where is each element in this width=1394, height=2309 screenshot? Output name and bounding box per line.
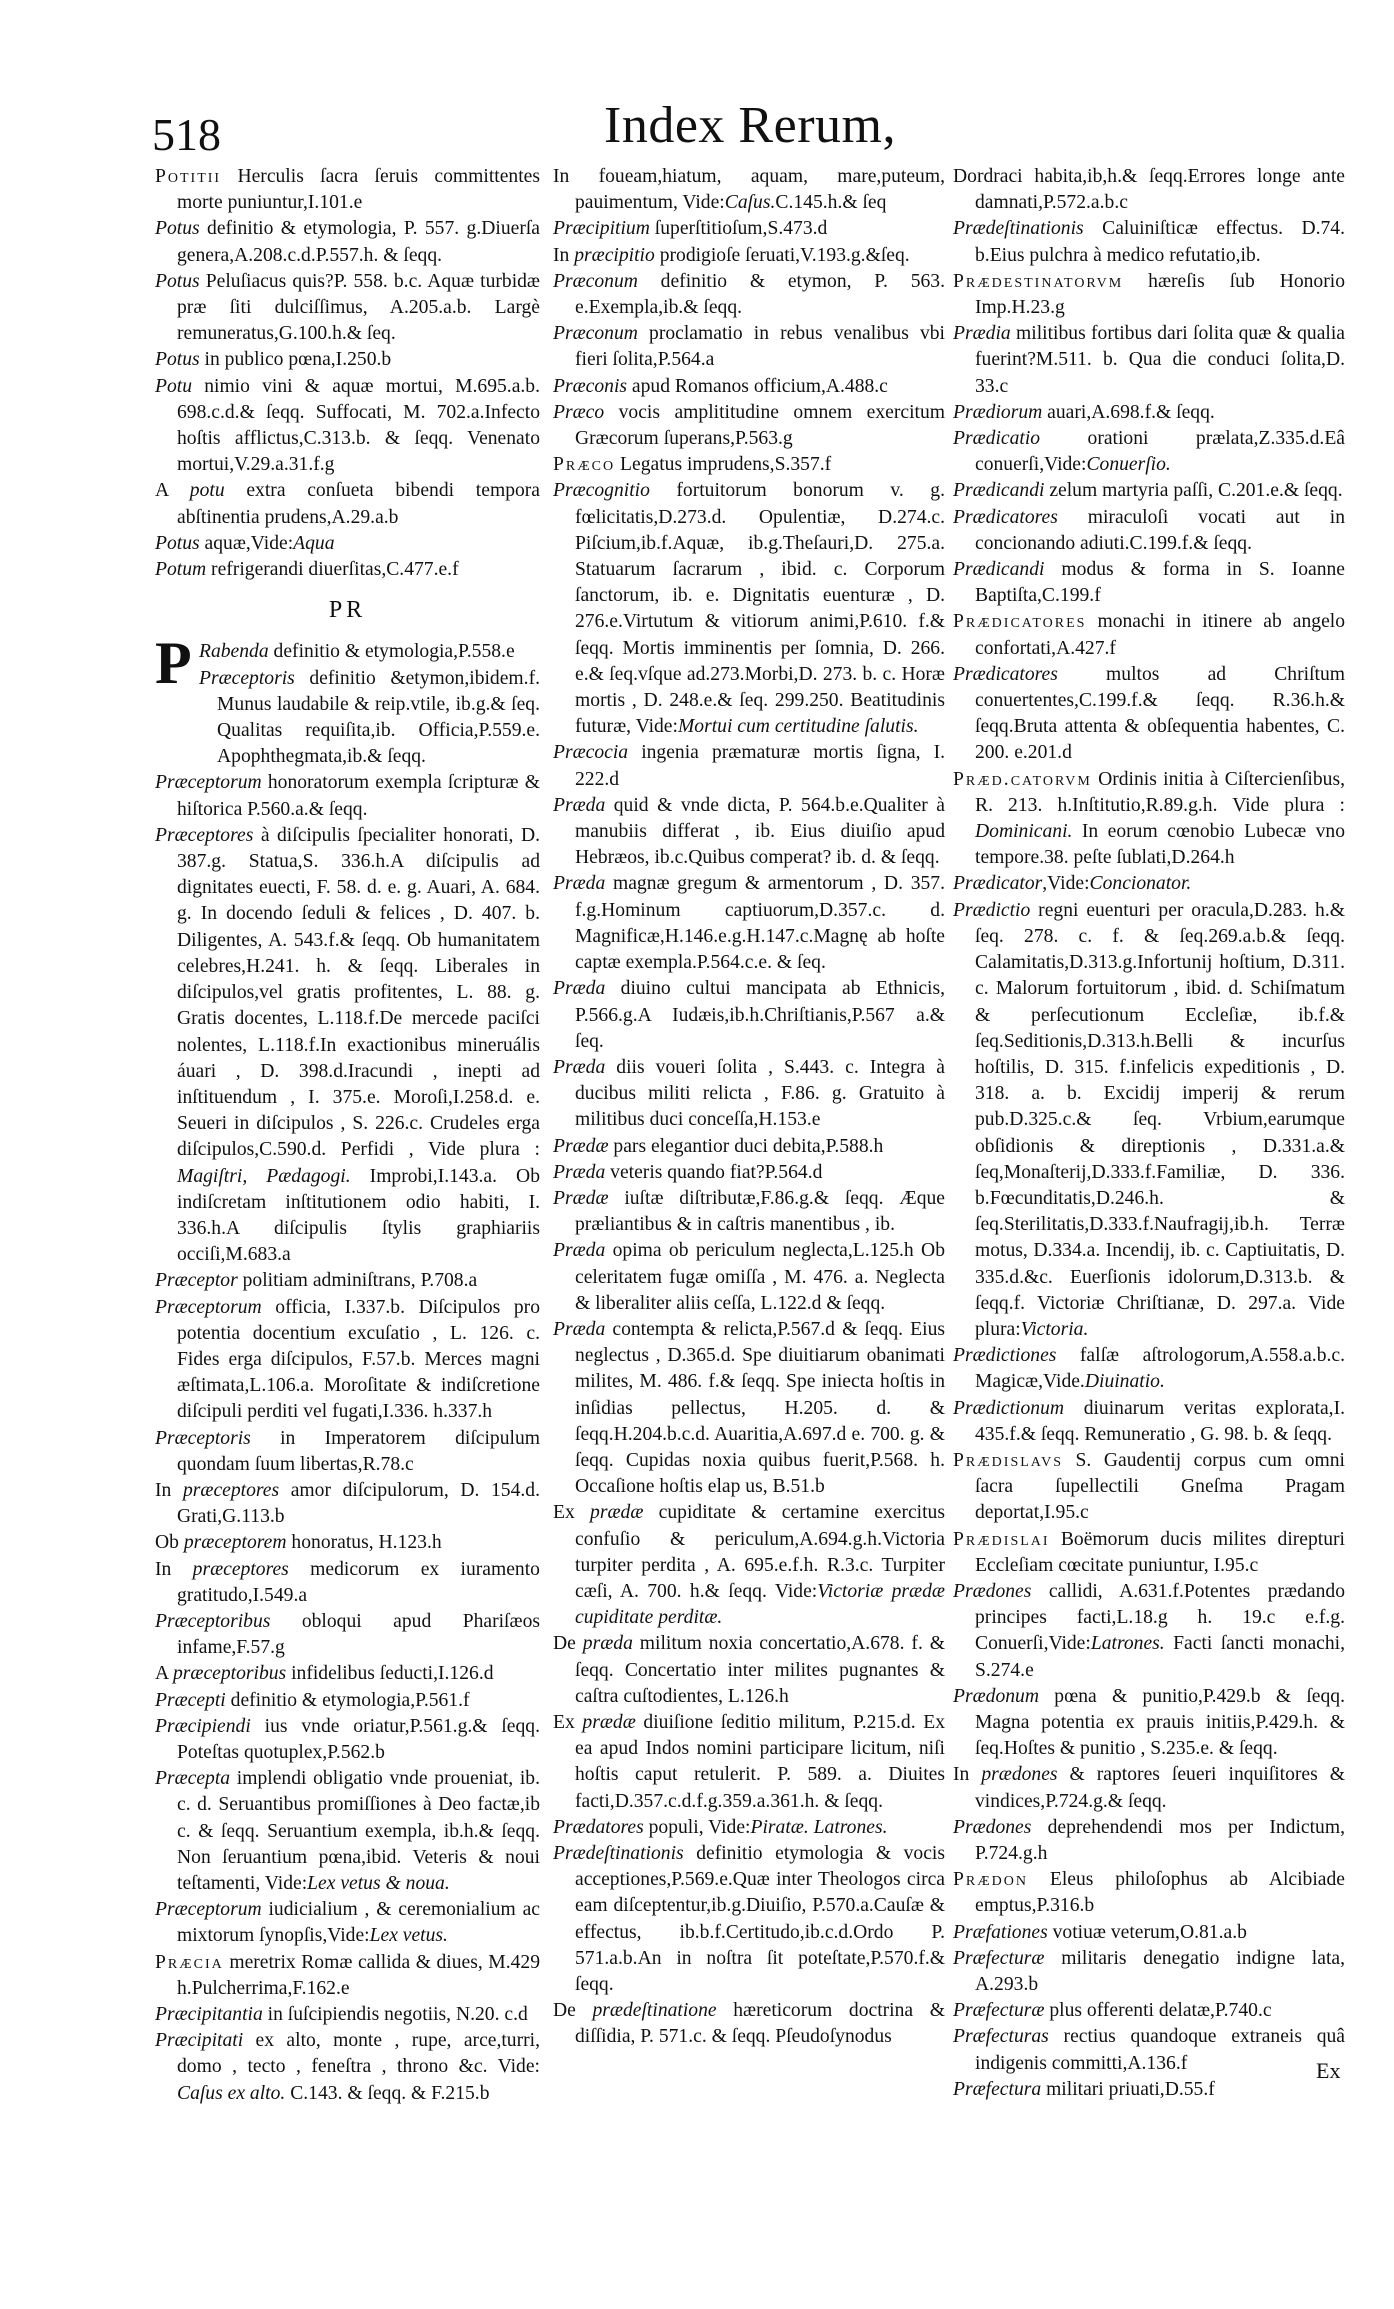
entry-keyword: Diuinatio. bbox=[1084, 1371, 1165, 1393]
entry-keyword: Lex vetus. bbox=[369, 1925, 448, 1947]
entry-text: ex alto, monte , rupe, arce,turri, domo , tecto , feneſtra , throno &c. Vide: bbox=[177, 2030, 540, 2078]
entry-text: ingenia præmaturæ mortis ſigna, I. 222.d bbox=[575, 742, 945, 790]
entry-text: plus offerenti delatæ,P.740.c bbox=[1044, 2000, 1272, 2022]
entry-keyword: Aqua bbox=[293, 532, 335, 554]
entry-text: populi, Vide: bbox=[643, 1816, 751, 1838]
entry-keyword: Prædeſtinationis bbox=[553, 1843, 684, 1864]
entry-keyword: Præda bbox=[553, 1318, 606, 1340]
index-entry bbox=[155, 531, 540, 557]
entry-keyword: Victoria. bbox=[1020, 1318, 1089, 1340]
entry-text: militibus fortibus dari ſolita quæ & qualia fuerint?M.511. b. Qua die conduci ſolita,D. 33.c bbox=[975, 323, 1345, 397]
entry-text: definitio & etymon, P. 563. e.Exempla,ib.& ſeqq. bbox=[575, 270, 945, 319]
entry-text: magnæ gregum & armentorum , D. 357. f.g.Hominum captiuorum,D.357.c. d. Magnificæ,H.146.e.g.H.147.c.Magnę ab hoſte captæ exempla.P.564.c.e. & ſeq. bbox=[575, 873, 945, 974]
entry-keyword: Prædones bbox=[953, 1580, 1032, 1602]
entry-name-smallcaps: Præd.catorvm bbox=[953, 768, 1092, 790]
index-entry bbox=[155, 1268, 540, 1294]
index-entry bbox=[953, 871, 1345, 897]
entry-keyword: Rabenda bbox=[199, 641, 269, 663]
entry-keyword: Præceptores bbox=[155, 824, 254, 846]
entry-name-smallcaps: Prædislavs bbox=[953, 1449, 1063, 1471]
index-entry bbox=[553, 374, 945, 400]
entry-text: ,Vide: bbox=[1042, 873, 1090, 895]
entry-text: zelum martyria paſſi, C.201.e.& ſeqq. bbox=[1044, 480, 1343, 502]
entry-keyword: Prædiorum bbox=[953, 401, 1043, 423]
index-entry bbox=[553, 871, 945, 976]
entry-text: & raptores ſeueri inquiſitores & vindices,P.724.g.& ſeqq. bbox=[975, 1764, 1345, 1812]
index-entry bbox=[553, 1238, 945, 1317]
index-entry bbox=[553, 793, 945, 872]
entry-keyword: Prædeſtinationis bbox=[953, 218, 1084, 240]
entry-keyword: prædones bbox=[981, 1764, 1058, 1786]
entry-keyword: Potus bbox=[155, 270, 200, 292]
entry-text: pœna & punitio,P.429.b & ſeqq. Magna potentia ex prauis initiis,P.429.h. & ſeq.Hoſtes & punitio , S.235.e. & ſeqq. bbox=[975, 1685, 1345, 1760]
index-entry bbox=[553, 216, 945, 242]
entry-text: diuiſione ſeditio militum, P.215.d. Ex ea apud Indos nomini participare licitum, niſi hoſtis caput retulerit. P. 589. a. Diuites facti,D.357.c.d.f.g.359.a.361.h. & ſeqq. bbox=[575, 1711, 945, 1812]
index-entry bbox=[953, 1684, 1345, 1763]
entry-keyword: Præda bbox=[553, 1240, 606, 1262]
index-entry bbox=[953, 557, 1345, 609]
drop-cap: P bbox=[155, 630, 192, 697]
entry-keyword: Præcocia bbox=[553, 742, 629, 764]
index-entry bbox=[953, 1762, 1345, 1814]
entry-text: diis voueri ſolita , S.443. c. Integra à ducibus militi relicta , F.86. g. Gratuito à militibus duci conceſſa,H.153.e bbox=[575, 1056, 945, 1131]
entry-text: militaris denegatio indigne lata, A.293.b bbox=[975, 1947, 1345, 1996]
drop-cap-block bbox=[155, 630, 540, 770]
entry-text: auari,A.698.f.& ſeqq. bbox=[1042, 401, 1215, 423]
entry-text: nimio vini & aquæ mortui, M.695.a.b. 698.c.d.& ſeqq. Suffocati, M. 702.a.Infecto hoſtis afflictus,C.313.b. & ſeqq. Venenato mortui,V.29.a.31.f.g bbox=[177, 375, 540, 476]
index-entry bbox=[953, 400, 1345, 426]
index-entry bbox=[553, 1317, 945, 1500]
entry-keyword: Prædictio bbox=[953, 899, 1031, 921]
entry-keyword: Præceptoribus bbox=[155, 1610, 271, 1632]
entry-text: prodigioſe ſeruati,V.193.g.&ſeq. bbox=[654, 244, 910, 266]
index-entry bbox=[553, 1631, 945, 1710]
entry-text: In bbox=[553, 244, 575, 266]
entry-text: in ſuſcipiendis negotiis, N.20. c.d bbox=[262, 2004, 528, 2026]
index-entry bbox=[953, 269, 1345, 321]
entry-keyword: Prædones bbox=[953, 1816, 1032, 1838]
entry-keyword: Præco bbox=[553, 401, 605, 423]
entry-text: Caluiniſticæ effectus. D.74. b.Eius pulchra à medico refutatio,ib. bbox=[975, 218, 1345, 266]
entry-keyword: Conuerſio. bbox=[1086, 454, 1171, 476]
entry-text: proclamatio in rebus venalibus vbi fieri ſolita,P.564.a bbox=[575, 323, 945, 371]
index-entry bbox=[553, 1815, 945, 1841]
entry-keyword: Prædæ bbox=[553, 1187, 609, 1209]
index-entry bbox=[155, 557, 540, 583]
entry-keyword: Latrones. bbox=[1090, 1633, 1165, 1655]
index-entry bbox=[953, 1920, 1345, 1946]
entry-text: C.143. & ſeqq. & F.215.b bbox=[285, 2082, 490, 2104]
entry-text: callidi, A.631.f.Potentes prædando principes facti,L.18.g h. 19.c e.f.g. Conuerſi,Vide: bbox=[975, 1580, 1345, 1655]
entry-keyword: Præcepta bbox=[155, 1768, 231, 1790]
index-entry bbox=[553, 1055, 945, 1134]
entry-text: Improbi,I.143.a. Ob indiſcretam inſtitutionem odio habiti, I. 336.h.A diſcipulis ſtylis graphiariis occiſi,M.683.a bbox=[177, 1165, 540, 1266]
index-entry bbox=[553, 1160, 945, 1186]
index-entry bbox=[953, 1579, 1345, 1684]
index-entry bbox=[953, 1815, 1345, 1867]
entry-name-smallcaps: Prædislai bbox=[953, 1528, 1050, 1550]
index-entry bbox=[953, 1998, 1345, 2024]
entry-keyword: Victoriæ prædæ cupiditate perditæ. bbox=[575, 1580, 945, 1629]
index-entry bbox=[155, 1714, 540, 1766]
index-entry bbox=[155, 1609, 540, 1661]
entry-text: Dordraci habita,ib,h.& ſeqq.Errores longe ante damnati,P.572.a.b.c bbox=[953, 166, 1345, 214]
entry-text: in Imperatorem diſcipulum quondam ſuum libertas,R.78.c bbox=[177, 1427, 540, 1475]
index-entry bbox=[155, 1426, 540, 1478]
index-entry bbox=[553, 1500, 945, 1631]
index-entry bbox=[155, 1557, 540, 1609]
index-entry bbox=[953, 609, 1345, 661]
entry-keyword: Potus bbox=[155, 218, 200, 240]
entry-text: veteris quando fiat?P.564.d bbox=[605, 1161, 823, 1183]
index-entry bbox=[155, 347, 540, 373]
entry-text: hæreticorum doctrina & diſſidia, P. 571.c. & ſeqq. Pſeudoſynodus bbox=[575, 2000, 945, 2048]
entry-keyword: Prædicandi bbox=[953, 480, 1045, 502]
entry-keyword: præda bbox=[582, 1633, 633, 1655]
entry-text: definitio &etymon,ibidem.f. Munus laudabile & reip.vtile, ib.g.& ſeq. Qualitas requiſita,ib. Officia,P.559.e. Apophthegmata,ib.& ſeqq. bbox=[217, 667, 540, 768]
entry-text: à diſcipulis ſpecialiter honorati, D. 387.g. Statua,S. 336.h.A diſcipulis ad dignitates euecti, F. 58. d. e. g. Auari, A. 684. g. In docendo ſeduli & felices , D. 407. b. Diligentes, A. 543.f.& ſeqq. Ob humanitatem celebres,H.241. h. & ſeqq. Liberales in diſcipulos,vel gratis profitentes, L. 88. g. Gratis docentes, L.118.f.De mercede paciſci nolentes, L.118.f.In exactionibus mineruális áuari , D. 398.d.Iracundi , inepti ad inſtituendum , I. 375.e. Moroſi,I.258.d. e. Seueri in diſcipulos , S. 226.c. Crudeles erga diſcipulos,C.590.d. Perfidi , Vide plura : bbox=[177, 824, 540, 1161]
entry-keyword: Præfationes bbox=[953, 1921, 1048, 1943]
index-entry bbox=[155, 1897, 540, 1949]
index-entry bbox=[953, 662, 1345, 767]
entry-text: modus & forma in S. Ioanne Baptiſta,C.199.f bbox=[975, 559, 1345, 607]
drop-cap-entries bbox=[199, 639, 540, 770]
entry-keyword: Præda bbox=[553, 1056, 606, 1078]
index-entry bbox=[553, 1710, 945, 1815]
entry-text: Ex bbox=[553, 1711, 583, 1733]
entry-text: A bbox=[155, 480, 190, 502]
entry-text: militum noxia concertatio,A.678. f. & ſeqq. Concertatio inter milites pugnantes & caſtra cuſtodientes, L.126.h bbox=[575, 1633, 946, 1707]
index-entry bbox=[953, 216, 1345, 268]
entry-keyword: Præceptoris bbox=[155, 1427, 251, 1449]
entry-name-smallcaps: Potitii bbox=[155, 166, 222, 187]
entry-text: pars elegantior duci debita,P.588.h bbox=[608, 1135, 884, 1157]
index-entry bbox=[155, 1661, 540, 1687]
entry-text: deprehendendi mos per Indictum, P.724.g.h bbox=[975, 1816, 1345, 1864]
entry-keyword: præcipitio bbox=[574, 244, 655, 266]
index-entry bbox=[953, 1946, 1345, 1998]
index-entry bbox=[553, 1998, 945, 2050]
index-entry bbox=[953, 1396, 1345, 1448]
entry-text: regni euenturi per oracula,D.283. h.& ſeq. 278. c. f. & ſeq.269.a.b.& ſeqq. Calamitatis,D.313.g.Infortunij hoſtium, D.311. c. Malorum fortuitorum , ibid. d. Schiſmatum & perſecutionum Eccleſiæ, ib.f.& ſeq.Seditionis,D.313.h.Belli & incurſus hoſtilis, D. 315. f.infelicis expeditionis , D. 318. a. b. Excidij imperij & rerum pub.D.325.c.& ſeq. Vrbium,earumque obſidionis & direptionis , D.331.a.& ſeq,Monaſterij,D.333.f.Familiæ, D. 336. b.Fœcunditatis,D.246.h. & ſeq.Sterilitatis,D.333.f.Naufragij,ib.h. Terræ motus, D.334.a. Incendij, ib. c. Captiuitatis, D. 335.d.&c. Euerſionis idolorum,D.313.b. & ſeqq.f. Victoriæ Chriſtianæ, D. 297.a. Vide plura: bbox=[975, 899, 1345, 1340]
index-entry bbox=[155, 1688, 540, 1714]
entry-keyword: Præceptoris bbox=[199, 667, 295, 689]
entry-keyword: Præceptorum bbox=[155, 1296, 262, 1318]
index-entry bbox=[953, 1448, 1345, 1527]
entry-keyword: Præda bbox=[553, 794, 606, 816]
index-column-3 bbox=[953, 164, 1345, 2103]
entry-text: officia, I.337.b. Diſcipulos pro potentia docentium excuſatio , L. 126. c. Fides erga diſcipulos, F.57.b. Merces magni æſtimata,L.106.a. Moroſitate & indiſcretione diſcipuli perditi vel fugati,I.336. h.337.h bbox=[177, 1296, 540, 1423]
entry-text: refrigerandi diuerſitas,C.477.e.f bbox=[206, 559, 459, 581]
entry-text: Ob bbox=[155, 1532, 184, 1554]
entry-keyword: Prædicatores bbox=[953, 506, 1058, 528]
index-entry bbox=[553, 1186, 945, 1238]
index-entry bbox=[553, 164, 945, 216]
index-entry bbox=[553, 452, 945, 478]
entry-text: In bbox=[953, 1764, 982, 1786]
entry-name-smallcaps: Præcia bbox=[155, 1951, 224, 1973]
entry-text: amor diſcipulorum, D. 154.d. Grati,G.113.b bbox=[177, 1479, 540, 1528]
entry-name-smallcaps: Præco bbox=[553, 454, 616, 476]
entry-text: In eorum cœnobio Lubecæ vno tempore.38. peſte ſublati,D.264.h bbox=[975, 821, 1345, 869]
index-entry bbox=[553, 1134, 945, 1160]
entry-keyword: præceptoribus bbox=[172, 1663, 287, 1685]
index-entry bbox=[155, 2002, 540, 2028]
entry-text: ius vnde oriatur,P.561.g.& ſeqq. Poteſtas quotuplex,P.562.b bbox=[177, 1715, 540, 1763]
entry-text: monachi in itinere ab angelo confortati,A.427.f bbox=[975, 611, 1345, 659]
entry-keyword: Præconum bbox=[553, 323, 638, 345]
entry-text: politiam adminiſtrans, P.708.a bbox=[237, 1270, 478, 1292]
entry-text: definitio & etymologia,P.558.e bbox=[268, 641, 515, 663]
index-entry bbox=[155, 478, 540, 530]
entry-keyword: Præfectura bbox=[953, 2078, 1042, 2100]
entry-text: in publico pœna,I.250.b bbox=[199, 349, 392, 371]
entry-text: In bbox=[155, 1558, 193, 1580]
index-entry bbox=[953, 164, 1345, 216]
index-column-2 bbox=[553, 164, 945, 2051]
entry-text: obloqui apud Phariſæos infame,F.57.g bbox=[177, 1610, 540, 1659]
entry-keyword: prædeſtinatione bbox=[592, 2000, 717, 2022]
entry-keyword: Prædicatores bbox=[953, 663, 1058, 685]
entry-text: medicorum ex iuramento gratitudo,I.549.a bbox=[177, 1558, 540, 1606]
index-entry bbox=[155, 216, 540, 268]
index-entry bbox=[155, 1478, 540, 1530]
index-entry bbox=[953, 767, 1345, 872]
entry-text: Legatus imprudens,S.357.f bbox=[615, 454, 832, 476]
entry-text: orationi prælata,Z.335.d.Eâ conuerſi,Vide: bbox=[975, 428, 1345, 476]
entry-text: militari priuati,D.55.f bbox=[1041, 2078, 1215, 2100]
entry-text: Peluſiacus quis?P. 558. b.c. Aquæ turbidæ præ ſiti dulciſſimus, A.205.a.b. Largè remuneratus,G.100.h.& ſeq. bbox=[177, 270, 540, 345]
entry-text: C.145.h.& ſeq bbox=[775, 192, 887, 214]
entry-text: rectius quandoque extraneis quâ indigenis committi,A.136.f bbox=[975, 2026, 1345, 2074]
entry-keyword: Prædonum bbox=[953, 1685, 1040, 1707]
entry-text: vocis amplititudine omnem exercitum Græcorum ſuperans,P.563.g bbox=[575, 401, 945, 450]
entry-keyword: Præconis bbox=[553, 375, 628, 397]
entry-text: iudicialium , & ceremonialium ac mixtorum ſynopſis,Vide: bbox=[177, 1899, 540, 1947]
entry-keyword: Concionator. bbox=[1089, 873, 1192, 895]
entry-keyword: Lex vetus & noua. bbox=[307, 1873, 450, 1894]
entry-keyword: Potus bbox=[155, 532, 200, 554]
entry-text: Ordinis initia à Ciſterc​ienſibus, R. 213. h.Inſtitutio,R.89.g.h. Vide plura : bbox=[975, 768, 1345, 816]
entry-text: falſæ aſtrologorum,A.558.a.b.c. Magicæ,Vide. bbox=[975, 1345, 1345, 1393]
index-entry bbox=[953, 426, 1345, 478]
entry-text: Facti ſancti monachi, S.274.e bbox=[975, 1633, 1345, 1681]
index-entry bbox=[553, 400, 945, 452]
entry-keyword: Præcipiendi bbox=[155, 1715, 251, 1737]
index-entry bbox=[155, 2028, 540, 2107]
entry-keyword: Præceptorum bbox=[155, 772, 262, 794]
entry-keyword: Caſus ex alto. bbox=[177, 2082, 286, 2104]
entry-text: miraculoſi vocati aut in concionando adiuti.C.199.f.& ſeqq. bbox=[975, 506, 1345, 554]
entry-keyword: Caſus. bbox=[724, 192, 776, 214]
entry-keyword: præceptores bbox=[192, 1558, 289, 1580]
entry-text: In bbox=[155, 1479, 183, 1501]
entry-name-smallcaps: Prædestinatorvm bbox=[953, 270, 1124, 292]
index-entry bbox=[553, 740, 945, 792]
entry-keyword: Prædicandi bbox=[953, 559, 1045, 581]
entry-text: apud Romanos officium,A.488.c bbox=[627, 375, 888, 397]
entry-keyword: Prædæ bbox=[553, 1135, 609, 1157]
entry-keyword: Præceptorum bbox=[155, 1899, 262, 1921]
index-entry bbox=[155, 823, 540, 1268]
entry-keyword: Præda bbox=[553, 978, 606, 1000]
index-entry bbox=[155, 1295, 540, 1426]
entry-text: aquæ,Vide: bbox=[199, 532, 294, 554]
index-entry bbox=[953, 321, 1345, 400]
entry-keyword: Prædia bbox=[953, 323, 1011, 345]
index-entry bbox=[953, 2024, 1345, 2076]
entry-text: definitio & etymologia, P. 557. g.Diuerſa genera,A.208.c.d.P.557.h. & ſeqq. bbox=[177, 218, 540, 266]
entry-text: fortuitorum bonorum v. g. fœlicitatis,D.273.d. Opulentiæ, D.274.c. Piſcium,ib.f.Aquæ, ib.g.Theſauri,D. 275.a. Statuarum ſacrarum , ibid. c. Corporum ſanctorum, ib. e. Dignitatis euenturæ , D. 276.e.Virtutum & vitiorum animi,P.610. f.& ſeqq. Mortis imminentis per ſomnia, D. 266. e.& ſeq.vſque ad.273.Morbi,D. 273. b. c. Horæ mortis , D. 248.e.& ſeq. 299.250. Beatitudinis futuræ, Vide: bbox=[575, 480, 945, 738]
entry-keyword: Mortui cum certitudine ſalutis. bbox=[677, 716, 919, 738]
entries-after-section bbox=[155, 770, 540, 2106]
entry-name-smallcaps: Prædon bbox=[953, 1869, 1029, 1891]
index-entry bbox=[553, 1841, 945, 1998]
index-entry bbox=[155, 374, 540, 479]
index-entry bbox=[199, 666, 540, 771]
entry-text: definitio etymologia & vocis acceptiones,P.569.e.Quæ inter Theologos circa eam diſceptentur,ib.g.Diuiſio, P.570.a.Cauſæ & effectus, ib.b.f.Certitudo,ib.c.d.Ordo P. 571.a.b.An in noſtra ſit poteſtate,P.570.f.& ſeqq. bbox=[575, 1843, 945, 1996]
entry-keyword: prædæ bbox=[590, 1502, 644, 1524]
entry-keyword: Prædatores bbox=[553, 1816, 644, 1838]
entry-keyword: Præcepti bbox=[155, 1689, 226, 1711]
index-entry bbox=[953, 478, 1345, 504]
entry-keyword: Prædictionum bbox=[953, 1397, 1065, 1419]
entry-text: implendi obligatio vnde proueniat, ib. c. d. Seruantibus promiſſiones à Deo factæ,ib c. & ſeqq. Seruantium exempla, ib.h.& ſeqq. Non ſeruantium pœna,ibid. Veteris & noui teſtamenti, Vide: bbox=[177, 1768, 540, 1894]
index-entry bbox=[155, 1530, 540, 1556]
entry-keyword: Præfecturæ bbox=[953, 2000, 1045, 2022]
entry-text: hæreſis ſub Honorio Imp.H.23.g bbox=[975, 270, 1345, 319]
entry-text: Herculis ſacra ſeruis committentes morte puniuntur,I.101.e bbox=[177, 166, 540, 214]
entry-keyword: Præconum bbox=[553, 270, 638, 292]
entry-keyword: Prædicatio bbox=[953, 428, 1041, 450]
entry-keyword: Potum bbox=[155, 559, 207, 581]
entry-keyword: Magiſtri, Pædagogi. bbox=[177, 1165, 351, 1187]
entry-text: diuino cultui mancipata ab Ethnicis, P.566.g.A Iudæis,ib.h.Chriſtianis,P.567 a.& ſeq. bbox=[575, 978, 945, 1052]
entry-keyword: Præceptor bbox=[155, 1270, 238, 1292]
entry-keyword: Præcipitantia bbox=[155, 2004, 263, 2026]
index-entry bbox=[553, 976, 945, 1055]
index-entry bbox=[953, 1527, 1345, 1579]
entry-text: multos ad Chriſtum conuertentes,C.199.f.& ſeqq. R.36.h.& ſeqq.Bruta attenta & obſequentia habentes, C. 200. e.201.d bbox=[975, 663, 1345, 764]
index-entry bbox=[553, 243, 945, 269]
entry-keyword: Præcognitio bbox=[553, 480, 650, 502]
entry-keyword: Præda bbox=[553, 1161, 606, 1183]
index-entry bbox=[953, 1343, 1345, 1395]
index-entry bbox=[553, 478, 945, 740]
entry-text: honoratus, H.123.h bbox=[286, 1532, 442, 1554]
entry-text: honoratorum exempla ſcripturæ & hiſtorica P.560.a.& ſeqq. bbox=[177, 772, 540, 820]
entry-text: ſuperſtitioſum,S.473.d bbox=[649, 218, 828, 240]
entry-keyword: præceptores bbox=[182, 1479, 280, 1501]
entry-text: opima ob periculum neglecta,L.125.h Ob celeritatem fugæ omiſſa , M. 476. a. Neglecta & liberaliter aliis ceſſa, L.122.d & ſeqq. bbox=[575, 1240, 945, 1314]
entry-keyword: potu bbox=[189, 480, 225, 502]
entry-keyword: Potu bbox=[155, 375, 193, 397]
index-entry bbox=[553, 269, 945, 321]
entry-text: S. Gaudentij corpus cum omni ſacra ſupellectili Gneſma Pragam deportat,I.95.c bbox=[975, 1449, 1345, 1524]
entry-keyword: Præfecturæ bbox=[953, 1947, 1045, 1969]
entry-text: Eleus philoſophus ab Alcibiade emptus,P.316.b bbox=[975, 1869, 1345, 1917]
entry-keyword: Prædictiones bbox=[953, 1345, 1057, 1367]
entry-text: De bbox=[553, 1633, 583, 1655]
index-entry bbox=[953, 898, 1345, 1343]
entry-text: infidelibus ſeducti,I.126.d bbox=[286, 1663, 494, 1685]
index-entry bbox=[553, 321, 945, 373]
entry-text: definitio & etymologia,P.561.f bbox=[225, 1689, 470, 1711]
index-entry bbox=[953, 1867, 1345, 1919]
catchword: Ex bbox=[1316, 2058, 1341, 2083]
index-entry bbox=[155, 1950, 540, 2002]
index-entry bbox=[199, 639, 540, 665]
entry-text: cupiditate & certamine exercitus confuſio & periculum,A.694.g.h.Victoria turpiter perdita , A. 695.e.f.h. R.3.c. Turpiter cæſi, A. 700. h.& ſeqq. Vide: bbox=[575, 1502, 945, 1602]
index-entry bbox=[155, 1766, 540, 1897]
entry-keyword: Prædicator bbox=[953, 873, 1043, 895]
entries-before-section bbox=[155, 164, 540, 583]
entry-keyword: Præfecturas bbox=[953, 2026, 1049, 2048]
entry-text: iuſtæ diſtributæ,F.86.g.& ſeqq. Æque præliantibus & in caſtris manentibus , ib. bbox=[575, 1187, 945, 1236]
index-entry bbox=[953, 505, 1345, 557]
entry-keyword: Præcipitati bbox=[155, 2030, 244, 2052]
entry-text: contempta & relicta,P.567.d & ſeqq. Eius neglectus , D.365.d. Spe diuitiarum obanimati milites, M. 486. f.& ſeqq. Spe iniecta hoſtis in inſidias pellectus, H.205. d. & ſeqq.H.204.b.c.d. Auaritia,A.697.d e. 700. g. & ſeqq. Cupidas noxia quibus fuerit,P.568. h. Occaſione hoſtis elap us, B.51.b bbox=[575, 1318, 945, 1498]
running-head: Index Rerum, bbox=[604, 97, 896, 154]
entry-keyword: prædæ bbox=[582, 1711, 636, 1733]
section-heading: PR bbox=[328, 597, 367, 624]
index-entry bbox=[155, 269, 540, 348]
entry-keyword: Præcipitium bbox=[553, 218, 650, 240]
index-entry bbox=[155, 770, 540, 822]
entry-keyword: Dominicani. bbox=[975, 821, 1073, 843]
entry-keyword: Potus bbox=[155, 349, 200, 371]
entry-text: quid & vnde dicta, P. 564.b.e.Qualiter à manubiis differat , ib. Eius diuiſio apud Hebræos, ib.c.Quibus comperat? ib. d. & ſeqq. bbox=[575, 794, 945, 869]
index-column-1 bbox=[155, 164, 540, 2107]
entry-keyword: præceptorem bbox=[183, 1532, 287, 1554]
entry-keyword: Præda bbox=[553, 873, 606, 895]
entry-text: diuinarum veritas explorata,I. 435.f.& ſeqq. Remuneratio , G. 98. b. & ſeqq. bbox=[975, 1397, 1345, 1445]
index-entry bbox=[155, 164, 540, 216]
index-entry bbox=[953, 2077, 1345, 2103]
entry-text: meretrix Romæ callida & diues, M.429 h.Pulcherrima,F.162.e bbox=[177, 1951, 540, 1999]
entry-text: De bbox=[553, 2000, 593, 2022]
entry-text: extra conſueta bibendi tempora abſtinentia prudens,A.29.a.b bbox=[177, 480, 541, 528]
entry-text: Boëmorum ducis milites direpturi Eccleſiam cœcitate puniuntur, I.95.c bbox=[975, 1528, 1345, 1576]
entry-text: votiuæ veterum,O.81.a.b bbox=[1047, 1921, 1247, 1943]
entry-name-smallcaps: Prædicatores bbox=[953, 611, 1087, 633]
page-number: 518 bbox=[152, 109, 221, 160]
entry-text: A bbox=[155, 1663, 173, 1685]
entry-text: Ex bbox=[553, 1502, 591, 1524]
entry-keyword: Piratæ. Latrones. bbox=[750, 1816, 888, 1838]
entry-text: In foueam,hiatum, aquam, mare,puteum, pauimentum, Vide: bbox=[553, 166, 945, 214]
